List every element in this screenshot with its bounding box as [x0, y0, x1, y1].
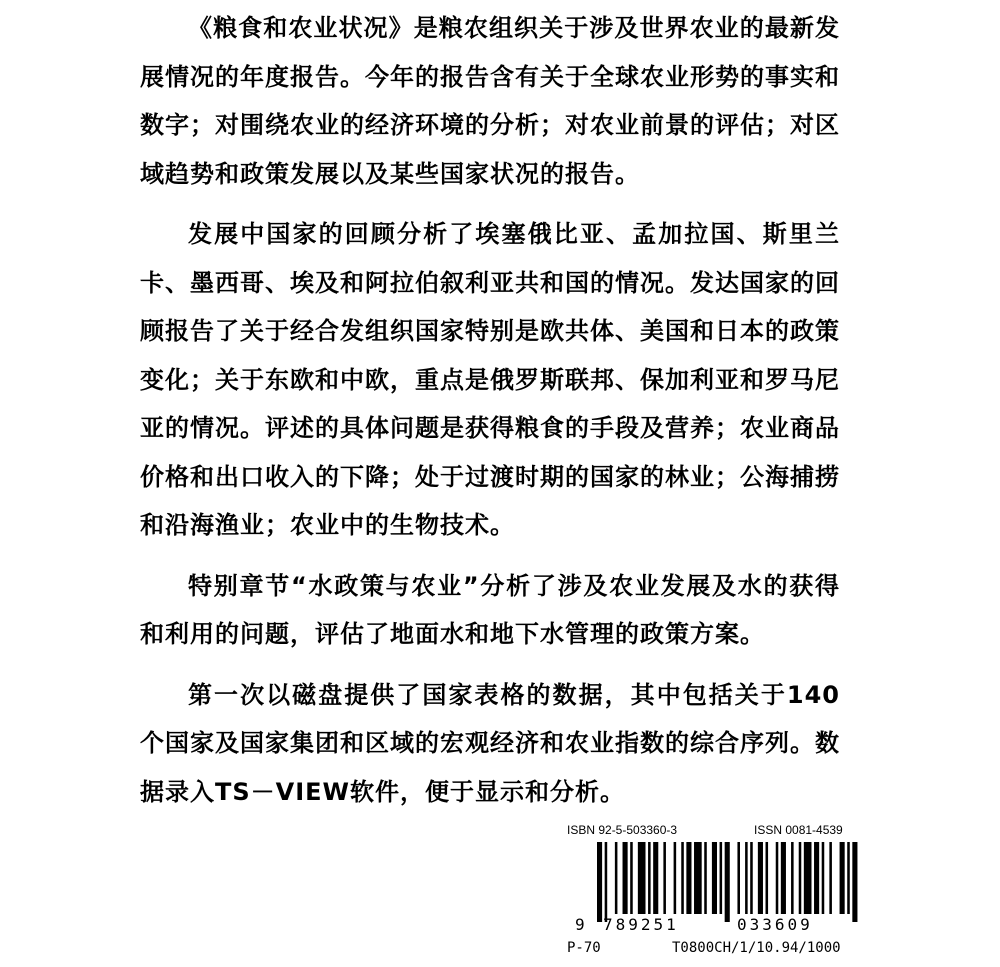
barcode-bar [712, 842, 717, 914]
barcode-bar [704, 842, 707, 914]
barcode-bar [799, 842, 802, 914]
barcode-bar [814, 842, 819, 914]
barcode-lead-digit: 9 [575, 915, 585, 934]
barcode-bar [653, 842, 658, 914]
barcode-bar [648, 842, 651, 914]
barcode-bar [725, 842, 730, 922]
paragraph-country-reviews: 发展中国家的回顾分析了埃塞俄比亚、孟加拉国、斯里兰卡、墨西哥、埃及和阿拉伯叙利亚共和国的情况。发达国家的回顾报告了关于经合发组织国家特别是欧共体、美国和日本的政策变化；关于东欧和中欧，重点是俄罗斯联邦、保加利亚和罗马尼亚的情况。评述的具体问题是获得粮食的手段及营养；农业商品价格和出口收入的下降；处于过渡时期的国家的林业；公海捕捞和沿海渔业；农业中的生物技术。 [140, 220, 840, 539]
paragraph-special-chapter: 特别章节“水政策与农业”分析了涉及农业发展及水的获得和利用的问题，评估了地面水和地下水管理的政策方案。 [140, 571, 840, 648]
barcode-bar [605, 842, 608, 922]
barcode-bar [737, 842, 740, 914]
barcode-bar [623, 842, 628, 914]
isbn-issn-line [567, 823, 867, 839]
barcode-bar [766, 842, 769, 914]
catalog-code: T0800CH/1/10.94/1000 [672, 940, 841, 956]
barcode-bar [840, 842, 845, 914]
barcode-bar [829, 842, 832, 914]
barcode-bar [750, 842, 753, 914]
barcode-bar [745, 842, 748, 914]
barcode-digits-right: 033609 [737, 915, 813, 934]
paragraph-intro: 《粮食和农业状况》是粮农组织关于涉及世界农业的最新发展情况的年度报告。今年的报告含有关于全球农业形势的事实和数字；对围绕农业的经济环境的分析；对农业前景的评估；对区域趋势和政策发展以及某些国家状况的报告。 [140, 14, 840, 188]
barcode-bar [781, 842, 786, 914]
barcode-bar [791, 842, 794, 914]
barcode-bar [663, 842, 666, 914]
barcode-bar [804, 842, 812, 914]
barcode-bar [686, 842, 691, 914]
barcode-bar [847, 842, 850, 914]
isbn-number: ISBN 92-5-503360-3 [567, 823, 678, 837]
barcode [597, 842, 860, 922]
barcode-digits-left: 789251 [603, 915, 679, 934]
paragraph-diskette-data: 第一次以磁盘提供了国家表格的数据，其中包括关于140个国家及国家集团和区域的宏观经济和农业指数的综合序列。数据录入TS－VIEW软件，便于显示和分析。 [140, 680, 840, 806]
barcode-bar [681, 842, 684, 914]
barcode-bar [758, 842, 763, 914]
barcode-bar [638, 842, 646, 914]
barcode-bar [630, 842, 633, 914]
barcode-bar [597, 842, 602, 922]
page-code: P-70 [567, 940, 601, 956]
issn-number: ISSN 0081-4539 [754, 823, 843, 837]
description-text [140, 4, 840, 828]
barcode-bar [852, 842, 857, 922]
barcode-bar [822, 842, 825, 914]
barcode-bar [674, 842, 677, 914]
barcode-bar [694, 842, 702, 914]
barcode-bar [720, 842, 723, 914]
barcode-bar [615, 842, 618, 914]
barcode-bar [776, 842, 779, 914]
